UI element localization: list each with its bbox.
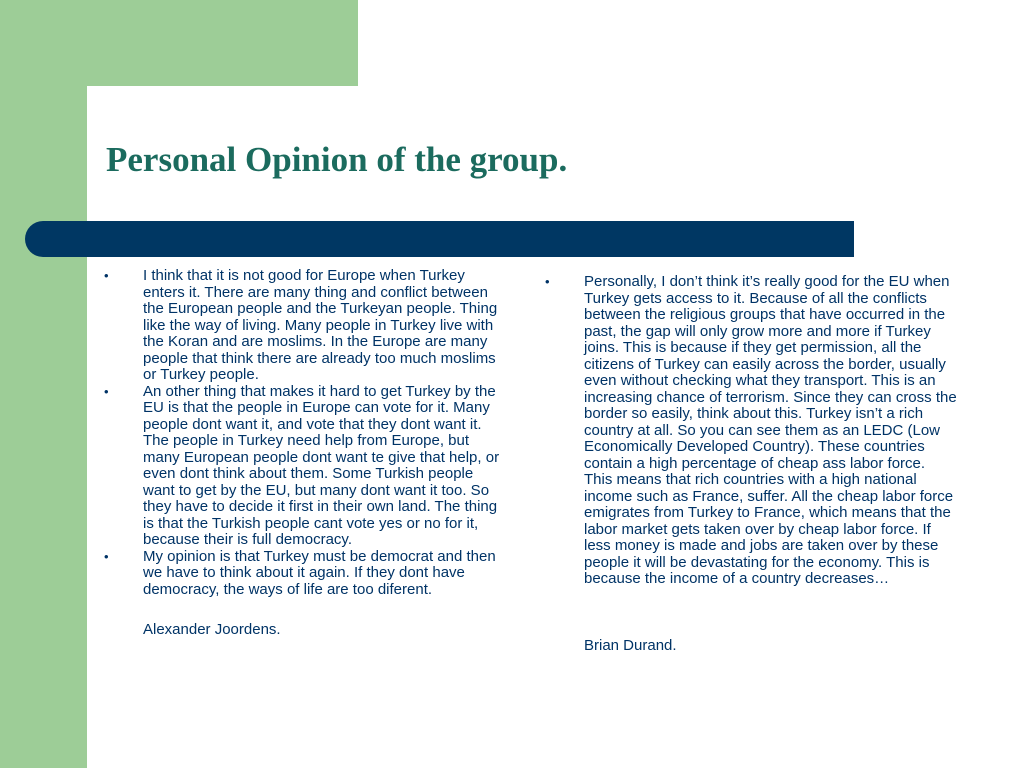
author-signature: Alexander Joordens. bbox=[143, 621, 281, 638]
right-bullet-list bbox=[545, 274, 957, 588]
list-item bbox=[104, 549, 500, 599]
bullet-icon: • bbox=[104, 268, 109, 283]
bullet-icon: • bbox=[104, 383, 109, 399]
right-column bbox=[545, 274, 957, 654]
author-signature: Brian Durand. bbox=[584, 636, 677, 654]
title-underline-bar bbox=[25, 221, 854, 257]
list-item bbox=[104, 268, 500, 384]
list-item-text: Personally, I don’t think it’s really good for the EU when Turkey gets access to it. Because of all the conflicts between the religious groups that have occurred in the past, the gap will only grow more and more if Turkey joins. This is because if they get permission, all the citizens of Turkey can easily across the border, usually even without checking what they transport. This is an increasing chance of terrorism. Since they can cross the border so easily, think about this. Turkey isn’t a rich country at all. So you can see them as an LEDC (Low Economically Developed Country). These countries contain a high percentage of cheap ass labor force. This means that rich countries with a high national income such as France, suffer. All the cheap labor force emigrates from Turkey to France, which means that the labor market gets taken over by cheap labor force. If less money is made and jobs are taken over by these people it will be devastating for the economy. This is because the income of a country decreases… bbox=[584, 273, 957, 587]
list-item-text: I think that it is not good for Europe when Turkey enters it. There are many thing and conflict between the European people and the Turkeyan people. Thing like the way of living. Many people in Turkey live with the Koran and are moslims. In the Europe are many people that think there are already too much moslims or Turkey people. bbox=[143, 267, 498, 383]
left-column bbox=[104, 268, 500, 639]
slide-title: Personal Opinion of the group. bbox=[106, 140, 568, 179]
list-item bbox=[104, 384, 500, 549]
bullet-icon: • bbox=[545, 274, 550, 289]
list-item-text: My opinion is that Turkey must be democrat and then we have to think about it again. If they dont have democracy, the ways of life are too diferent. bbox=[143, 547, 496, 598]
decor-green-left bbox=[0, 0, 87, 768]
bullet-icon: • bbox=[104, 548, 109, 564]
list-item-text: An other thing that makes it hard to get Turkey by the EU is that the people in Europe can vote for it. Many people dont want it, and vote that they dont want it. The people in Turkey need help from Europe, but many European people dont want te give that help, or even dont think about them. Some Turkish people want to get by the EU, but many dont want it too. So they have to decide it first in their own land. The thing is that the Turkish people cant vote yes or no for it, because their is full democracy. bbox=[143, 382, 500, 548]
left-bullet-list bbox=[104, 268, 500, 598]
list-item bbox=[545, 274, 957, 588]
